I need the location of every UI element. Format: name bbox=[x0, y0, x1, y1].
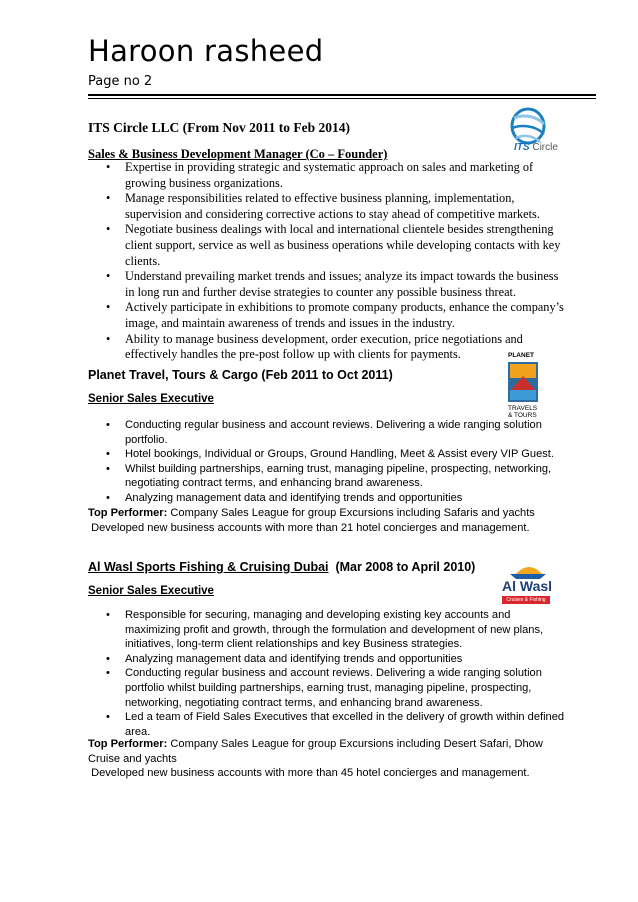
list-item: • Analyzing management data and identifying trends and opportunities bbox=[88, 491, 568, 506]
planet-top-performer bbox=[88, 506, 568, 535]
its-role: Sales & Business Development Manager (Co – Founder) bbox=[88, 147, 388, 161]
planet-travels-logo bbox=[506, 352, 546, 422]
list-item: • Hotel bookings, Individual or Groups, Ground Handling, Meet & Assist every VIP Guest. bbox=[88, 447, 568, 462]
list-item: • Actively participate in exhibitions to promote company products, enhance the company’s image, and maintain awareness of trends and issues in the industry. bbox=[88, 300, 568, 331]
boat-icon bbox=[508, 560, 550, 580]
top-performer-label: Top Performer: bbox=[88, 507, 168, 519]
header-rule-thin bbox=[88, 98, 596, 99]
its-bullet-list bbox=[88, 160, 568, 363]
planet-role: Senior Sales Executive bbox=[88, 393, 214, 405]
alwasl-dates: (Mar 2008 to April 2010) bbox=[328, 560, 476, 574]
list-item: • Ability to manage business development, order execution, price negotiations and effectively handles the pre-post follow up with clients for payments. bbox=[88, 332, 568, 363]
top-performer-text2: Developed new business accounts with more than 21 hotel concierges and management. bbox=[88, 521, 530, 534]
top-performer-text: Company Sales League for group Excursions including Safaris and yachts bbox=[167, 507, 535, 519]
list-item: • Manage responsibilities related to effective business planning, implementation, supervision and considering corrective actions to stay ahead of competitive markets. bbox=[88, 191, 568, 222]
alwasl-logo-text: Al Wasl bbox=[502, 578, 553, 594]
its-logo-text: ITS bbox=[514, 142, 530, 153]
top-performer-label: Top Performer: bbox=[88, 738, 168, 750]
its-circle-logo bbox=[500, 104, 566, 160]
list-item: • Led a team of Field Sales Executives that excelled in the delivery of growth within defined area. bbox=[88, 710, 568, 739]
planet-logo-bottom2: & TOURS bbox=[508, 412, 537, 419]
page-number: Page no 2 bbox=[88, 74, 153, 89]
list-item: • Analyzing management data and identifying trends and opportunities bbox=[88, 652, 568, 667]
alwasl-logo bbox=[500, 560, 556, 608]
planet-logo-bottom1: TRAVELS bbox=[508, 405, 538, 412]
list-item: • Expertise in providing strategic and systematic approach on sales and marketing of growing business organizations. bbox=[88, 160, 568, 191]
its-company-heading: ITS Circle LLC (From Nov 2011 to Feb 2014) bbox=[88, 120, 350, 135]
alwasl-logo-sub: Cruises & Fishing bbox=[502, 596, 550, 604]
alwasl-company-heading bbox=[88, 560, 475, 574]
its-logo-text2: Circle bbox=[532, 142, 558, 153]
list-item: • Responsible for securing, managing and developing existing key accounts and maximizing profit and growth, through the formulation and development of new plans, initiatives, long-term client relationships and key Business strategies. bbox=[88, 608, 568, 652]
alwasl-top-performer bbox=[88, 737, 568, 781]
top-performer-text: Company Sales League for group Excursions including Desert Safari, Dhow Cruise and yachts bbox=[88, 738, 543, 765]
list-item: • Conducting regular business and account reviews. Delivering a wide ranging solution portfolio. bbox=[88, 418, 568, 447]
planet-bullet-list bbox=[88, 418, 568, 506]
planet-emblem-icon bbox=[508, 362, 538, 402]
alwasl-role: Senior Sales Executive bbox=[88, 585, 214, 597]
alwasl-company-name: Al Wasl Sports Fishing & Cruising Dubai bbox=[88, 560, 329, 574]
list-item: • Negotiate business dealings with local and international clientele besides strengthening client support, service as well as business operations while developing contacts with key clients. bbox=[88, 222, 568, 269]
planet-company-heading: Planet Travel, Tours & Cargo (Feb 2011 to Oct 2011) bbox=[88, 368, 393, 382]
candidate-name: Haroon rasheed bbox=[88, 34, 324, 68]
list-item: • Conducting regular business and account reviews. Delivering a wide ranging solution portfolio whilst building partnerships, earning trust, managing pipeline, prospecting, networking, negotiating contract terms, and enhancing brand awareness. bbox=[88, 666, 568, 710]
list-item: • Understand prevailing market trends and issues; analyze its impact towards the business in long run and further devise strategies to counter any possible business threat. bbox=[88, 269, 568, 300]
header-rule bbox=[88, 94, 596, 96]
top-performer-text2: Developed new business accounts with more than 45 hotel concierges and management. bbox=[88, 767, 530, 780]
list-item: • Whilst building partnerships, earning trust, managing pipeline, prospecting, networking, negotiating contract terms, and enhancing brand awareness. bbox=[88, 462, 568, 491]
planet-logo-top: PLANET bbox=[508, 352, 534, 359]
alwasl-bullet-list bbox=[88, 608, 568, 739]
